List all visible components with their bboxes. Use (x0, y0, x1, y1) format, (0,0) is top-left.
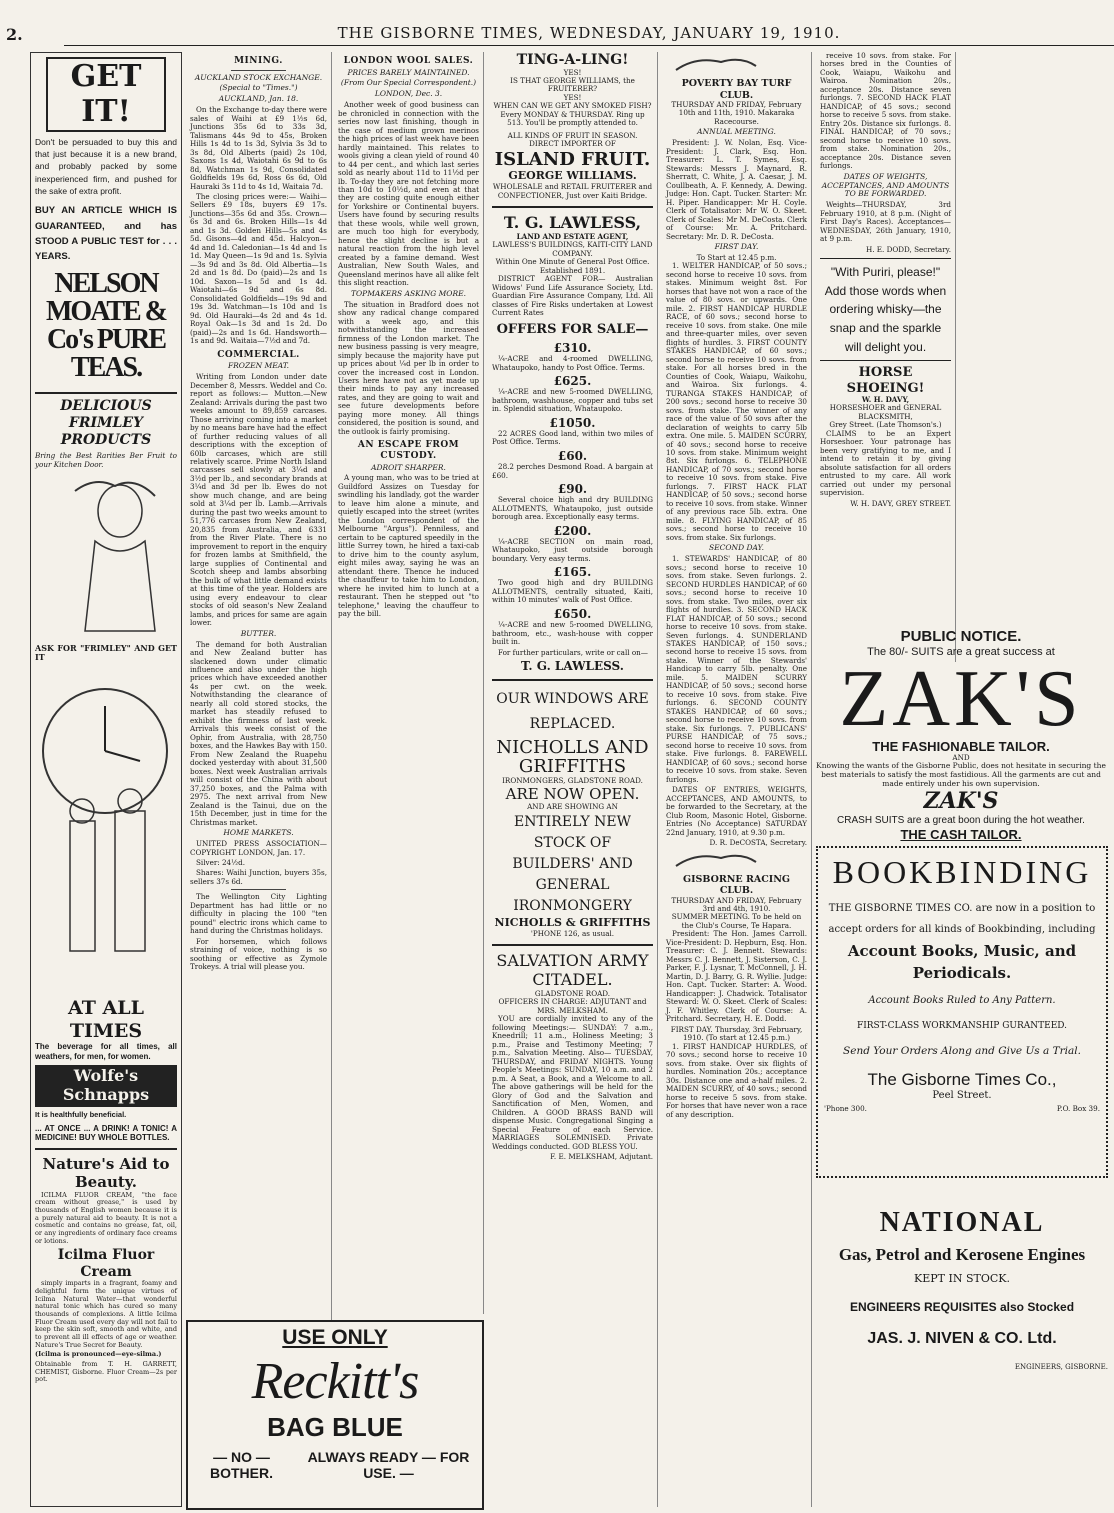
wellington-text: The Wellington City Lighting Department has had little or no difficulty in placing the 100 "ten pound" electric irons which came to hand during the Christmas holidays. (190, 892, 327, 936)
rule (231, 70, 286, 71)
zaks-logo: ZAK'S (839, 654, 1083, 743)
grc-first-day: FIRST DAY. Thursday, 3rd February, 1910. (To start at 12.45 p.m.) (670, 1024, 803, 1043)
entries-text: DATES OF ENTRIES, WEIGHTS, ACCEPTANCES, AND AMOUNTS, to be forwarded to the Secretary, at the Club Room, Masonic Hotel, Gisborne. Entries (No Acceptance) SATURDAY 22nd January, 1910, at 9.30 p.m. (666, 785, 807, 837)
masthead (6, 22, 1114, 46)
gisborne-times-co: The Gisborne Times Co., (867, 1069, 1057, 1089)
auckland-date: AUCKLAND, Jan. 18. (218, 94, 299, 104)
property-60: 28.2 perches Desmond Road. A bargain at £60. (492, 462, 653, 480)
peel-street: Peel Street. (932, 1089, 992, 1101)
first-day-heading: FIRST DAY. (714, 242, 759, 251)
buy-article-text: BUY AN ARTICLE WHICH IS GUARANTEED, and has STOOD A PUBLIC TEST for . . . YEARS. (35, 205, 177, 262)
use-only-text: USE ONLY (282, 1326, 388, 1349)
price-60: £60. (557, 448, 588, 463)
lawless-signature: T. G. LAWLESS. (521, 659, 624, 673)
property-310: ¼-ACRE and 4-roomed DWELLING, Whataupoko, handy to Post Office. Terms. (492, 354, 653, 372)
commercial-text: Writing from London under date December 8, Messrs. Weddel and Co. report as follows:— Mutton.—New Zealand: Arrivals during the past two weeks amount to 89,859 carcases. Those arriving coming into a market by no means bare have had the effect of further reducing values of all descriptions with the exception of 60lb carcases, which are still relatively scarce. Prime North Island carcasses sell slowly at 3¼d and 3½d per lb., and secondary brands at 3¼d and 3d per lb. Ewes do not show much change, and are being sold at 3¼d per lb. Lamb.—Arrivals during the past two weeks amount to 51,776 carcases from New Zealand, 20,835 from Australia, and 6331 from the River Plate. There is no improvement to report in the enquiry for frozen lambs at Smithfield, the large supplies of Continental and Scotch sheep and lambs absorbing the bulk of what little demand exists at this time of the year. Holders are using every endeavour to clear stocks of old season's New Zealand lambs, and prices for same are again lower. (190, 372, 327, 628)
divider (492, 206, 653, 208)
topmakers-text: The situation in Bradford does not show any radical change compared with a week ago, and this notwithstanding the increased firmness of the London market. The new business passing is very meagre, simply because the majority have put up prices about ¼d per lb in order to cover the increased cost in London. Users here have not as yet made up their minds to pay any increased rates, and they are going to wait and see future developments before paying more money. All things considered, the position is sound, and the outlook is fairly promising. (338, 299, 479, 436)
lawless-location: Within One Minute of General Post Office. Established 1891. (495, 257, 650, 275)
column-right-top (816, 52, 956, 662)
nelson-tea-logo: NELSON MOATE & Co's PURE TEAS. (45, 268, 167, 384)
district-agent-text: DISTRICT AGENT FOR— Australian Widows' Fund Life Assurance Society, Ltd. Guardian Fire Assurance Company, Ltd. All classes of Fire Risks undertaken at Lowest Current Rates (492, 274, 653, 318)
public-notice-heading: PUBLIC NOTICE. (900, 628, 1022, 645)
silver-price: Silver: 24½d. (196, 858, 245, 867)
annual-meeting: ANNUAL MEETING. (697, 127, 776, 137)
commercial-heading: COMMERCIAL. (217, 349, 300, 360)
property-650: ¼-ACRE and new 5-roomed DWELLING, bathroom, etc., wash-house with copper built in. (492, 620, 653, 647)
first-day-races: 1. WELTER HANDICAP, of 50 sovs.; second horse to receive 10 sovs. from stakes. Minimum weight 8st. For horses that have not won a race of the value of 80 sovs. or upwards. One mile. 2. FIRST HANDICAP HURDLE RACE, of 60 sovs.; second horse to receive 10 sovs. from stake. One mile and three-quarter miles, over seven flights of hurdles. 3. FIRST COUNTY STAKES HANDICAP, of 60 sovs.; second horse to receive 10 sovs. from stake. For all horses bred in the Counties of Cook, Waiapu, Waikohu, and Wairoa. Six furlongs. 4. TURANGA STAKES HANDICAP, of 200 sovs.; second horse to receive 30 sovs. from stake. The winner of any race of the value of 50 sovs after the declaration of weights to carry 5lb extra. One mile. 5. MAIDEN SCURRY, of 40 sovs.; second horse to receive 10 sovs. from stake. Minimum weight 8st. Six furlongs. 6. TELEPHONE HANDICAP, of 70 sovs.; second horse to receive 10 sovs. from stake. Five furlongs. 7. FIRST HACK FLAT HANDICAP, of 50 sovs.; second horse to receive 10 sovs. from stake. Winner of any previous race 5lb. extra. One mile. 8. FLYING HANDICAP, of 85 sovs.; second horse to receive 10 sovs. from stake. Six furlongs. (666, 261, 807, 542)
salvation-heading: SALVATION ARMY CITADEL. (496, 951, 649, 990)
natures-aid-heading: Nature's Aid to Beauty. (42, 1155, 170, 1192)
account-books-text: Account Books, Music, and Periodicals. (847, 941, 1077, 983)
price-90: £90. (557, 482, 588, 497)
rule (231, 889, 286, 890)
price-650: £650. (553, 606, 592, 621)
tingaling-heading: TING-A-LING! (516, 52, 629, 68)
kept-in-stock: KEPT IN STOCK. (914, 1272, 1010, 1286)
fashionable-tailor: THE FASHIONABLE TAILOR. (872, 738, 1050, 754)
ironmongers-text: IRONMONGERS, GLADSTONE ROAD. (502, 776, 643, 786)
escape-heading: AN ESCAPE FROM CUSTODY. (357, 440, 460, 461)
column-mining-commercial (186, 52, 332, 1507)
property-1050: 22 ACRES Good land, within two miles of Post Office. Terms. (492, 428, 653, 447)
george-williams-name: GEORGE WILLIAMS. (508, 169, 637, 183)
officers-text: OFFICERS IN CHARGE: ADJUTANT and MRS. MELKSHAM. (498, 997, 647, 1015)
mining-heading: MINING. (234, 56, 283, 66)
frimley-ask: ASK FOR "FRIMLEY" AND GET IT (35, 642, 177, 663)
ruled-text: Account Books Ruled to Any Pattern. (868, 994, 1056, 1006)
now-open-text: ARE NOW OPEN. (505, 784, 640, 803)
davy-name: W. H. DAVY, (861, 394, 910, 404)
poverty-bay-heading: POVERTY BAY TURF CLUB. (681, 78, 792, 101)
frozen-meat-heading: FROZEN MEAT. (227, 361, 290, 371)
engineers-requisites: ENGINEERS REQUISITES also Stocked (849, 1300, 1075, 1315)
davy-signature: W. H. DAVY, GREY STREET. (850, 498, 951, 508)
topmakers-heading: TOPMAKERS ASKING MORE. (351, 288, 466, 298)
nicholls-signature: NICHOLLS & GRIFFITHS (494, 915, 651, 929)
bookbinding-heading: BOOKBINDING (832, 854, 1092, 890)
home-markets-source: UNITED PRESS ASSOCIATION—COPYRIGHT LONDON, Jan. 17. (190, 839, 327, 857)
decosta-signature: D. R. DeCOSTA, Secretary. (709, 838, 807, 848)
prices-heading: PRICES BARELY MAINTAINED. (347, 67, 470, 77)
column-ads-left (30, 52, 182, 1507)
crash-suits-text: CRASH SUITS are a great boon during the hot weather. (837, 814, 1085, 826)
divider (35, 1148, 177, 1150)
second-day-heading: SECOND DAY. (709, 543, 764, 553)
send-orders-text: Send Your Orders Along and Give Us a Trial. (843, 1045, 1081, 1058)
beverage-text: The beverage for all times, all weathers, for men, for women. (35, 1042, 177, 1061)
column-ads-middle (488, 52, 658, 1507)
further-text: For further particulars, write or call on— (498, 647, 648, 657)
adroit-heading: ADROIT SHARPER. (371, 462, 446, 472)
salvation-text: YOU are cordially invited to any of the following Meetings:— SUNDAY: 7 a.m., Kneedrill; 11 a.m., Holiness Meeting; 3 p.m., Praise and Testimony Meeting; 7 p.m., Salvation Meeting. Also— TUESDAY, THURSDAY, and FRIDAY NIGHTS. Young People's Meetings: SUNDAY, 10 a.m. and 2 p.m. A Seat, a Book, and a Welcome to all. The above gatherings will be held for the Glory of God and the Salvation and Sanctification of Men, Women, and Children. A GOOD BRASS BAND will dispense Music. Congregational Singing a Special Feature of each Service. MARRIAGES SOLEMNISED. Private Weddings conducted. GOD BLESS YOU. (492, 1014, 653, 1151)
divider (35, 392, 177, 394)
clock-illustration (35, 671, 175, 991)
entirely-new-text: ENTIRELY NEW STOCK OF BUILDERS' AND GENERAL IRONMONGERY (512, 813, 633, 914)
knowing-text: Knowing the wants of the Gisborne Public, does not hesitate in securing the best materials to satisfy the most fastidious. All the garments are cut and made entirely under his own supervision. (816, 761, 1106, 789)
column-wool-sales (334, 52, 484, 1314)
icilma-pronounced: (Icilma is pronounced—eye-silma.) (35, 1350, 162, 1359)
closing-prices: The closing prices were:— Waihi—Sellers £9 18s, buyers £9 17s. Junctions—35s 6d and 35s. Crown—6s 3d and 6s. Broken Hills—1s 4d and 1s 3d. Golden Hills—5s and 4s 5d. Gisons—4d and 45d. Halcyon—4d and 1d. Caledonian—1s 4d and 1s 1d. May Queen—1s 9d and 1s. Sylvia—3s 9d and 3s 8d. Old Albertia—1s 2d and 1s 8d. Do (paid)—2s and 1s 10d. Saxon—1s 5d and 1s 4d. Waiotahi—6s 9d and 6s 8d. Consolidated Goldfields—19s 9d and 19s 3d. Watchman—1s 10d and 1s 9d. Old Hauraki—4s 2d and 4s 1d. Royal Oak—1s 3d and 1s 2d. Do (paid)—2s and 1s 6d. Handsworth—1s and 9d. Waitaia—7½d and 7d. (190, 191, 327, 346)
divider (492, 944, 653, 946)
newspaper-title: THE GISBORNE TIMES, WEDNESDAY, JANUARY 19, 1910. (337, 24, 841, 42)
butter-heading: BUTTER. (240, 628, 277, 638)
lawless-name: T. G. LAWLESS, (503, 213, 642, 233)
price-625: £625. (553, 374, 592, 389)
suits-text: The 80/- SUITS are a great success at (867, 645, 1055, 658)
grc-races: 1. FIRST HANDICAP HURDLES, of 70 sovs.; second horse to receive 10 sovs. from stake. Over six flights of hurdles. Nomination 20s.; acceptance 30s. Distance one and a-half miles. 2. MAIDEN SCURRY, of 40 sovs.; second horse to receive 5 sovs. from stake. For horses that have never won a race of any description. (666, 1041, 807, 1119)
national-engines-ad (816, 1186, 1108, 1506)
price-165: £165. (553, 565, 592, 580)
reckitt-logo: Reckitt's (251, 1352, 419, 1410)
bag-blue-text: BAG BLUE (267, 1412, 403, 1443)
icilma-more: simply imparts in a fragrant, foamy and delightful form the unique virtues of Icilma Natural Water—that wonderful natural tonic which has cured so many thousands of complexions. A little Icilma Fluor Cream used every day will not fail to keep the skin soft, smooth and white, and to prevent all ill effects of age or weather. Nature's True Secret for Beauty. (35, 1279, 177, 1349)
page-number: 2. (6, 25, 23, 44)
nicholls-heading: NICHOLLS AND GRIFFITHS (496, 736, 649, 778)
icilma-heading: Icilma Fluor Cream (57, 1247, 155, 1280)
dodd-signature: H. E. DODD, Secretary. (865, 244, 951, 254)
home-markets-heading: HOME MARKETS. (223, 828, 294, 838)
engines-text: Gas, Petrol and Kerosene Engines (838, 1245, 1086, 1265)
phone-text: 'PHONE 126, as usual. (530, 928, 615, 938)
beneficial-text: It is healthfully beneficial. (35, 1109, 127, 1119)
grc-officials: President: The Hon. James Carroll. Vice-President: D. Hepburn, Esq. Hon. Treasurer: C. J. Bennett. Stewards: Messrs C. J. Bennett, J. Sisterson, C. J. Parker, F. J. Lysnar, T. McConnell, J. H. Martin, D. J. Barry, G. R. Wyllie. Judge: Hon. Capt. Tucker. Starter: A. Wood. Handicapper: J. Chadwick. Totalisator Steward: W. O. Skeet. Clerk of Scales: J. F. Whitley. Clerk of Course: A. Pritchard. Secretary, H. E. Dodd. (666, 929, 807, 1024)
puriri-ad: "With Puriri, please!" Add those words when ordering whisky—the snap and the sparkle will delight you. (824, 265, 947, 354)
wholesale-text: WHOLESALE and RETAIL FRUITERER and CONFECTIONER, Just over Kaiti Bridge. (492, 182, 653, 200)
niven-heading: JAS. J. NIVEN & CO. Ltd. (867, 1330, 1057, 1348)
price-200: £200. (553, 523, 592, 538)
butter-text: The demand for both Australian and New Zealand butter has slackened down under climatic influence and also under the high prices which have exceeded another 4s per cwt. on the week. Notwithstanding the clearance of nearly all cold stored stocks, the market has steadily refused to exhibit the firmness of last week. Arrivals this week consist of the Ophir, from Australia, with 28,750 boxes, and the Hawkes Bay with 150. From New Zealand the Ruapehu docked yesterday with about 31,500 boxes. Next week Australian arrivals will consist of the China with about 37,250 boxes, and the Palma with 2975. The next arrival from New Zealand is the Tainui, due on the 15th December, just in time for the Christmas market. (190, 639, 327, 827)
price-1050: £1050. (549, 415, 596, 430)
gisborne-racing-heading: GISBORNE RACING CLUB. (682, 874, 791, 897)
mining-text: On the Exchange to-day there were sales of Waihi at £9 1½s 6d, Junctions 35s 6d to 33s 3d, Talismans 44s 9d to 45s, Broken Hills 1s 4d to 1s 3d, Sylvia 3s 3d to 3s 8d, Old Alberts (paid) 2s 10d, Saxons 1s 4d, Waiotahi 6s 9d to 6s 8d, Watchman 1s 9d, Consolidated Goldfields 19s 6d, Ross 6s 6d, Old Hauraki 3s 11d to 4s 1d, Waitaia 7d. (190, 105, 327, 191)
grc-dates: THURSDAY AND FRIDAY, February 3rd and 4th, 1910. (671, 895, 802, 913)
gladstone-road: GLADSTONE ROAD. (534, 988, 611, 998)
column-racing (662, 52, 812, 1507)
windows-text: OUR WINDOWS ARE REPLACED. (496, 691, 649, 733)
wolfe-schnapps-logo: Wolfe's Schnapps (35, 1065, 177, 1107)
wool-sales-heading: LONDON WOOL SALES. (343, 56, 474, 66)
all-kinds-text: ALL KINDS OF FRUIT IN SEASON. DIRECT IMPORTER OF (507, 130, 638, 149)
no-bother-text: — NO — BOTHER. (209, 1448, 273, 1482)
correspondent-note: (From Our Special Correspondent.) (340, 78, 477, 88)
lawless-buildings: LAWLESS'S BUILDINGS, KAITI-CITY LAND COMPANY. (492, 240, 653, 258)
island-fruit-heading: ISLAND FRUIT. (494, 148, 651, 170)
reckitt-ad (186, 1320, 484, 1510)
every-text: Every MONDAY & THURSDAY. Ring up 513. You'll be promptly attended to. (500, 109, 645, 128)
davy-text: CLAIMS to be an Expert Horseshoer. Your patronage has been very gratifying to me, and I intend to retain it by giving absolute satisfaction for all orders entrusted to my care. All work carried out under my personal supervision. (820, 428, 951, 498)
horseshoer-text: HORSESHOER and GENERAL BLACKSMITH, (829, 403, 942, 421)
icilma-obtainable: Obtainable from T. H. GARRETT, CHEMIST, Gisborne. Fluor Cream—2s per pot. (35, 1360, 177, 1384)
get-it-heading: GET IT! (46, 57, 166, 132)
horse-racing-icon (666, 848, 806, 872)
horse-shoeing-heading: HORSE SHOEING! (846, 365, 925, 396)
zaks-logo-small: ZAK'S (923, 788, 999, 814)
shares-price: Shares: Waihi Junction, buyers 35s, sellers 37s 6d. (190, 868, 327, 886)
property-90: Several choice high and dry BUILDING ALLOTMENTS, Whataupoko, just outside borough area. Exceptionally easy terms. (492, 495, 653, 522)
and-text: AND (952, 752, 970, 762)
melksham-signature: F. E. MELKSHAM, Adjutant. (550, 1152, 653, 1162)
yes-text: YES! (563, 92, 582, 102)
dates-text: Weights—THURSDAY, 3rd February 1910, at 8 p.m. (Night of First Day's Races). Acceptances—WEDNESDAY, 26th January, 1910, at 9 p.m. (820, 200, 951, 244)
po-box: P.O. Box 39. (1056, 1104, 1100, 1114)
summer-meeting: SUMMER MEETING. To be held on the Club's Course, Te Hapara. (671, 912, 802, 930)
price-310: £310. (553, 341, 592, 356)
icilma-body: ICILMA FLUOR CREAM, "the face cream without grease," is used by thousands of English women because it is a purely natural aid to beauty. It is not a cosmetic and contains no grease, fat, oil, or any ingredients of ordinary face creams or lotions. (35, 1190, 177, 1245)
pb-dates: THURSDAY AND FRIDAY, February 10th and 11th, 1910. Makaraka Racecourse. (671, 99, 802, 126)
all-times-heading: AT ALL TIMES (68, 997, 144, 1042)
always-ready-text: ALWAYS READY — FOR USE. — (307, 1448, 470, 1482)
engineers-gisborne: ENGINEERS, GISBORNE. (1014, 1363, 1108, 1372)
horsemen-text: For horsemen, which follows straining of voice, nothing is so soothing or effective as Zymole Trokeys. A trial will please you. (190, 936, 327, 972)
stock-exchange-heading: AUCKLAND STOCK EXCHANGE. (194, 72, 323, 82)
smoked-question: WHEN CAN WE GET ANY SMOKED FISH? (493, 101, 652, 111)
wool-text: Another week of good business can be chronicled in connection with the series now last finishing, though in the case of medium grown merinos the high prices of last week have been hardly maintained. This relates to wools giving a clean yield of round 40 to 44 per cent., and which last series sold as nearly about 11d to 11½d per lb. To-day they are not fetching more than 10d to 10½d, and even at that they are costing quite enough either for Yorkshire or Continental buyers. Users have found by securing results that these wools, while well grown, are much too high for everybody, hence the slight decline is but a natural reaction from the high level created by a famine demand. West Australian, New South Wales, and Queensland merinos have all alike felt this slight reaction. (338, 100, 479, 288)
divider (820, 360, 951, 361)
london-date: LONDON, Dec. 3. (374, 89, 443, 99)
offers-heading: OFFERS FOR SALE— (496, 321, 649, 337)
cash-tailor-text: THE CASH TAILOR. (900, 826, 1022, 842)
second-day-races: 1. STEWARDS' HANDICAP, of 80 sovs.; second horse to receive 10 sovs. from stake. Seven furlongs. 2. SECOND HURDLES HANDICAP, of 60 sovs.; second horse to receive 10 sovs. from stake. Two miles, over six flights of hurdles. 3. SECOND HACK FLAT HANDICAP, of 50 sovs.; second horse to receive 10 sovs. from stake. Seven furlongs. 4. SUNDERLAND STAKES HANDICAP, of 150 sovs.; second horse to receive 15 sovs. from stake. Winner of the Stewards' Handicap to carry 5lb. penalty. One mile. 5. MAIDEN SCURRY HANDICAP, of 50 sovs.; second horse to receive 10 sovs. from stake. Five furlongs. 6. SECOND COUNTY STAKES HANDICAP, of 60 sovs.; second horse to receive 10 sovs. from stake. Six furlongs. 7. PUBLICANS' PURSE HANDICAP, of 75 sovs.; second horse to receive 10 sovs. from stake. Five furlongs. 8. FAREWELL HANDICAP, of 60 sovs.; second horse to receive 10 sovs. from stake. Seven furlongs. (666, 554, 807, 784)
get-it-body: Don't be persuaded to buy this and that just because it is a new brand, and probably packed by some inexperienced firm, and pushed for the sake of extra profit. (35, 136, 177, 197)
property-625: ¼-ACRE and new 5-roomed DWELLING, bathroom, washhouse, copper and tubs set in. Splendid situation, Whataupoko. (492, 387, 653, 414)
at-once-text: ... AT ONCE ... A DRINK! A TONIC! A MEDICINE! BUY WHOLE BOTTLES. (35, 1123, 177, 1143)
yes-text: YES! (563, 67, 582, 77)
national-heading: NATIONAL (879, 1207, 1045, 1238)
divider (492, 679, 653, 681)
divider (820, 258, 951, 259)
special-note: (Special to "Times.") (219, 83, 298, 93)
property-165: Two good high and dry BUILDING ALLOTMENTS, centrally situated, Kaiti, within 10 minutes' walk of Post Office. (492, 578, 653, 605)
land-agent-text: LAND AND ESTATE AGENT, (516, 231, 629, 241)
start-time: To Start at 12.45 p.m. (696, 252, 777, 262)
grc-races-cont: receive 10 sovs. from stake. For horses bred in the Counties of Cook, Waiapu, Waikohu and Wairoa. Nomination 20s., acceptance 20s. Distance seven furlongs. 7. SECOND HACK FLAT HANDICAP, of 45 sovs.; second horse to receive 5 sovs. from stake. Entry 20s. Distance six furlongs. 8. FINAL HANDICAP, of 70 sovs.; second horse to receive 10 sovs. from stake. Nomination 20s., acceptance 20s. Distance seven furlongs. (820, 52, 951, 171)
showing-text: AND ARE SHOWING AN (527, 802, 618, 812)
horse-racing-icon (666, 52, 806, 76)
george-question: IS THAT GEORGE WILLIAMS, the FRUITERER? (510, 76, 635, 94)
frimley-heading: DELICIOUS FRIMLEY PRODUCTS (60, 398, 152, 448)
woman-illustration (35, 471, 175, 641)
phone-number: 'Phone 300. (824, 1104, 867, 1114)
property-200: ¼-ACRE SECTION on main road, Whataupoko, just outside borough boundary. Very easy terms. (492, 536, 653, 563)
first-class-text: FIRST-CLASS WORKMANSHIP GURANTEED. (856, 1020, 1068, 1031)
zaks-ad (816, 628, 1106, 842)
pb-officials: President: J. W. Nolan, Esq. Vice-President: J. Clark, Esq. Hon. Treasurer: L. T. Symes, Esq. Stewards: Messrs J. Maynard, R. Sherratt, C. White, J. A. Caesar, J. M. Coullbeath, A. F. Kennedy, A. Dewing. Judge: Hon. Capt. Tucker. Starter: Mr. H. Piper. Handicapper: Mr H. Coyle. Clerk of Totalisator: Mr W. O. Skeet. Clerk of Scales: Mr M. DeCosta. Clerk of Course: Mr. A. Pritchard. Secretary: Mr. D. R. DeCosta. (666, 138, 807, 241)
frimley-tag: Bring the Best Rarities Ber Fruit to your Kitchen Door. (35, 451, 177, 469)
dates-heading: DATES OF WEIGHTS, ACCEPTANCES, AND AMOUNTS TO BE FORWARDED. (821, 171, 950, 199)
bookbinding-ad (816, 846, 1108, 1178)
escape-text: A young man, who was to be tried at Guildford Assizes on Tuesday for swindling his landlady, got the warder to leave him alone a minute, and quietly escaped into the street (writes the London correspondent of the Melbourne "Argus"). Penniless, and certain to be captured speedily in the little Surrey town, he hired a taxi-cab to drive him to the county asylum, eight miles away, saying he was an attendant there. Thence he induced the chauffeur to take him to London, where he invited him to lunch at a restaurant. Then he stepped out "to telephone," leaving the chauffeur to pay the bill. (338, 473, 479, 619)
grey-street: Grey Street. (Late Thomson's.) (829, 420, 942, 430)
bookbinding-text: THE GISBORNE TIMES CO. are now in a position to accept orders for all kinds of Bookbinding, including (828, 902, 1096, 935)
